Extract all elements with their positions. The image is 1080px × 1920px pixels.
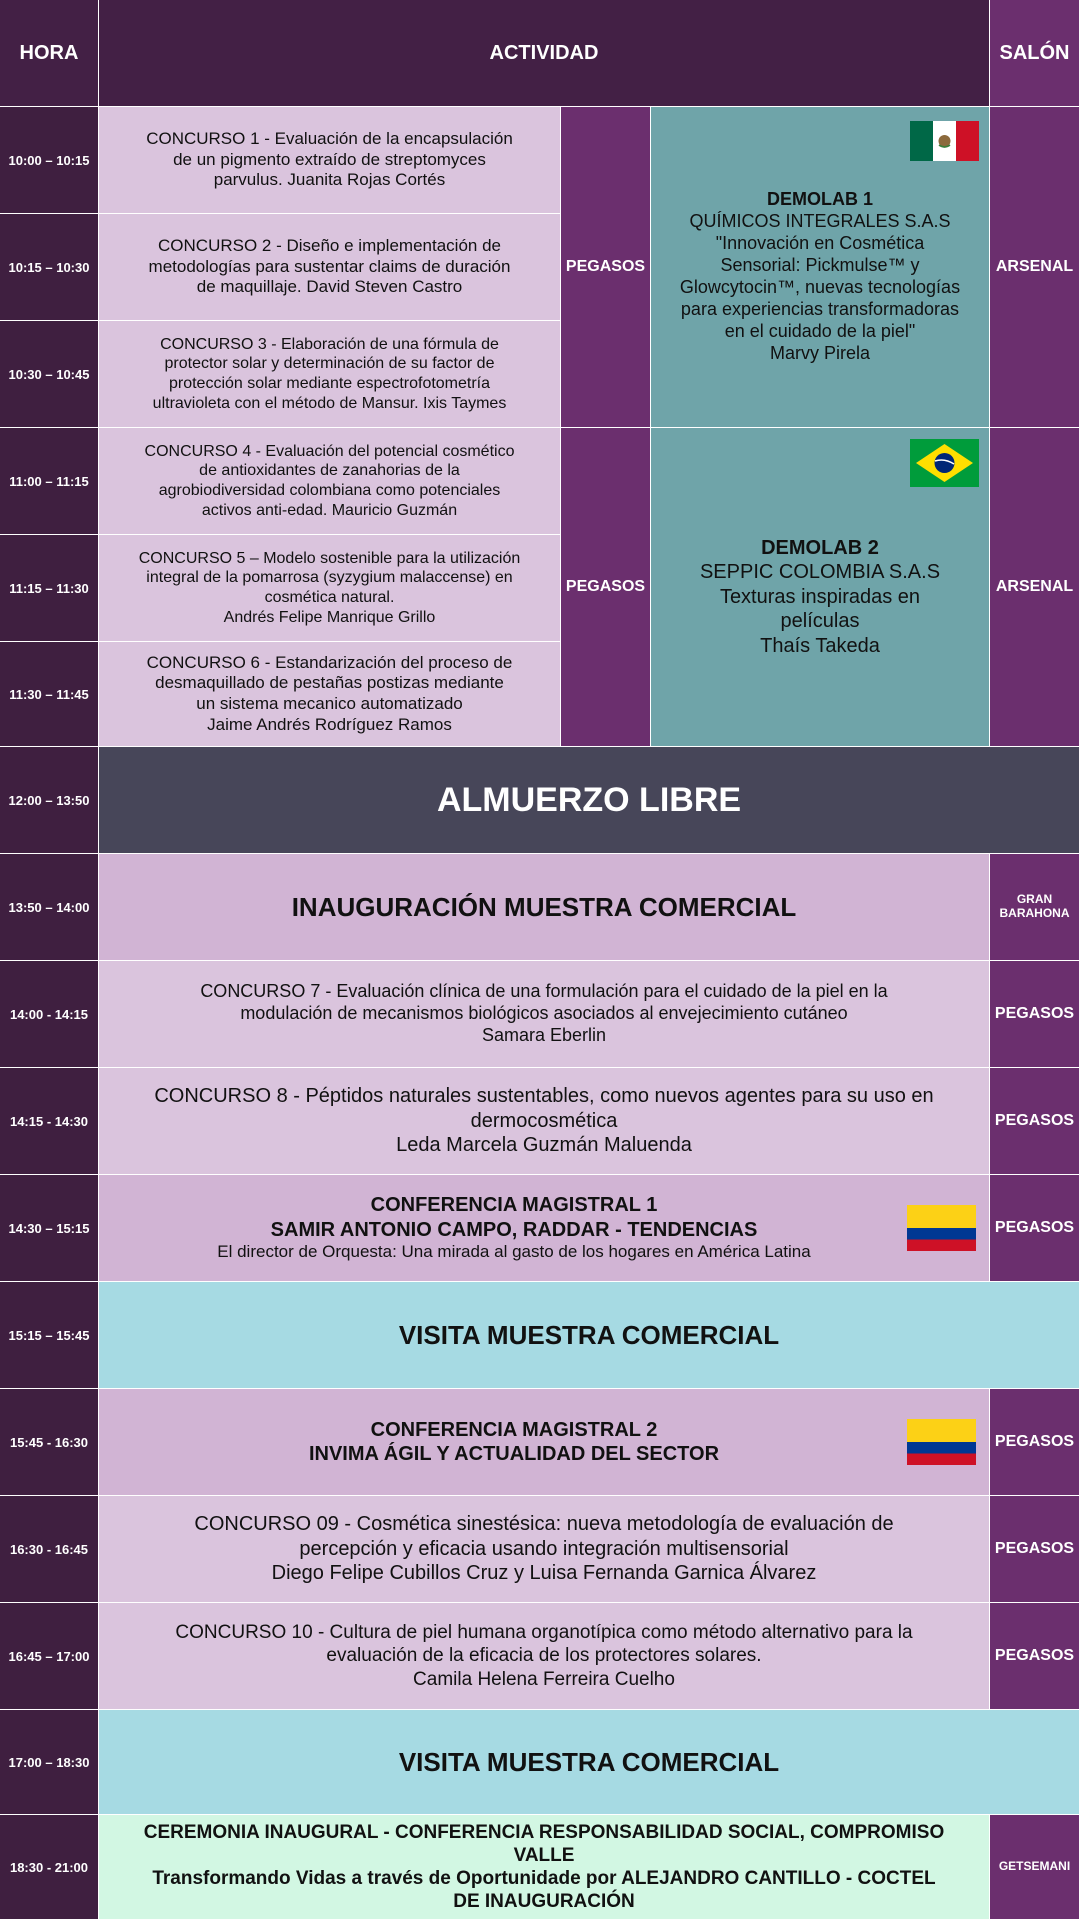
lunch-banner: ALMUERZO LIBRE: [99, 747, 1080, 854]
time-slot: 15:45 - 16:30: [0, 1389, 99, 1496]
salon-pegasos: PEGASOS: [990, 1068, 1080, 1175]
time-slot: 11:00 – 11:15: [0, 428, 99, 535]
colombia-flag-icon: [907, 1419, 976, 1465]
text-line: activos anti-edad. Mauricio Guzmán: [201, 501, 458, 519]
concurso-1: [99, 107, 561, 214]
salon-getsemani: [990, 1815, 1080, 1920]
text-line: un sistema mecanico automatizado: [196, 694, 463, 713]
visit-banner: VISITA MUESTRA COMERCIAL: [99, 1710, 1080, 1815]
text-line: en el cuidado de la piel": [724, 320, 916, 341]
room-pegasos: PEGASOS: [561, 428, 651, 747]
time-slot: 14:30 – 15:15: [0, 1175, 99, 1282]
demolab-title: DEMOLAB 1: [766, 189, 873, 210]
concurso-4: [99, 428, 561, 535]
concurso-10: [99, 1603, 990, 1710]
text-line: VALLE: [513, 1844, 575, 1866]
conference-title: CONFERENCIA MAGISTRAL 1: [370, 1194, 658, 1217]
text-line: de un pigmento extraído de streptomyces: [173, 149, 486, 169]
text-line: CONCURSO 10 - Cultura de piel humana organotípica como método alternativo para la: [175, 1622, 913, 1644]
text-line: protector solar y determinación de su factor de: [164, 355, 495, 373]
text-line: Thaís Takeda: [760, 634, 880, 657]
text-line: agrobiodiversidad colombiana como potenciales: [158, 482, 501, 499]
time-slot: 11:15 – 11:30: [0, 535, 99, 642]
ceremonia-inaugural: [99, 1815, 990, 1920]
salon-arsenal: ARSENAL: [990, 428, 1080, 747]
text-line: CONCURSO 5 – Modelo sostenible para la utilización: [138, 549, 521, 567]
text-line: GRAN: [1016, 892, 1053, 907]
text-line: Texturas inspiradas en: [719, 585, 921, 608]
concurso-9: [99, 1496, 990, 1603]
text-line: CONCURSO 1 - Evaluación de la encapsulación: [146, 128, 513, 148]
brazil-flag-icon: [910, 439, 979, 487]
text-line: Andrés Felipe Manrique Grillo: [223, 608, 436, 626]
text-line: Samara Eberlin: [481, 1024, 607, 1045]
text-line: Sensorial: Pickmulse™ y: [720, 255, 920, 276]
text-line: cosmética natural.: [264, 589, 395, 606]
text-line: DE INAUGURACIÓN: [453, 1891, 635, 1913]
room-pegasos: PEGASOS: [561, 107, 651, 428]
conference-title: CONFERENCIA MAGISTRAL 2: [370, 1418, 658, 1441]
text-line: CONCURSO 8 - Péptidos naturales sustentables, como nuevos agentes para su uso en: [154, 1085, 934, 1108]
time-slot: 15:15 – 15:45: [0, 1282, 99, 1389]
salon-pegasos: PEGASOS: [990, 961, 1080, 1068]
time-slot: 10:00 – 10:15: [0, 107, 99, 214]
text-line: CONCURSO 6 - Estandarización del proceso de: [146, 652, 513, 672]
concurso-8: [99, 1068, 990, 1175]
conference-description: El director de Orquesta: Una mirada al gasto de los hogares en América Latina: [217, 1242, 811, 1262]
concurso-2: [99, 214, 561, 321]
text-line: Jaime Andrés Rodríguez Ramos: [207, 714, 452, 734]
header-salon: SALÓN: [990, 0, 1080, 107]
salon-pegasos: PEGASOS: [990, 1389, 1080, 1496]
text-line: CONCURSO 4 - Evaluación del potencial cosmético: [144, 442, 515, 460]
header-hora: HORA: [0, 0, 99, 107]
text-line: BARAHONA: [999, 906, 1070, 920]
text-line: protección solar mediante espectrofotometría: [168, 375, 491, 392]
time-slot: 12:00 – 13:50: [0, 747, 99, 854]
concurso-3: [99, 321, 561, 428]
time-slot: 14:15 - 14:30: [0, 1068, 99, 1175]
text-line: Leda Marcela Guzmán Maluenda: [396, 1134, 692, 1157]
text-line: CONCURSO 09 - Cosmética sinestésica: nueva metodología de evaluación de: [194, 1513, 894, 1536]
concurso-6: [99, 642, 561, 747]
demolab-2: [651, 428, 990, 747]
demolab-1: [651, 107, 990, 428]
conference-subtitle: SAMIR ANTONIO CAMPO, RADDAR - TENDENCIAS: [270, 1218, 758, 1241]
conference-subtitle: INVIMA ÁGIL Y ACTUALIDAD DEL SECTOR: [308, 1443, 720, 1465]
demolab-title: DEMOLAB 2: [761, 537, 879, 560]
time-slot: 10:15 – 10:30: [0, 214, 99, 321]
time-slot: 10:30 – 10:45: [0, 321, 99, 428]
time-slot: 11:30 – 11:45: [0, 642, 99, 747]
text-line: "Innovación en Cosmética: [715, 233, 925, 254]
text-line: modulación de mecanismos biológicos asociados al envejecimiento cutáneo: [240, 1003, 848, 1024]
salon-pegasos: PEGASOS: [990, 1175, 1080, 1282]
demolab-company: SEPPIC COLOMBIA S.A.S: [699, 561, 941, 584]
time-slot: 14:00 - 14:15: [0, 961, 99, 1068]
conferencia-magistral-2: [99, 1389, 990, 1496]
conferencia-magistral-1: [99, 1175, 990, 1282]
text-line: dermocosmética: [470, 1109, 618, 1132]
text-line: CONCURSO 3 - Elaboración de una fórmula de: [160, 335, 499, 353]
text-line: Glowcytocin™, nuevas tecnologías: [679, 277, 961, 297]
text-line: CONCURSO 2 - Diseño e implementación de: [158, 235, 501, 255]
text-line: integral de la pomarrosa (syzygium malaccense) en: [146, 569, 513, 587]
concurso-5: [99, 535, 561, 642]
salon-label: GETSEMANI: [998, 1859, 1071, 1874]
text-line: percepción y eficacia usando integración multisensorial: [299, 1537, 789, 1560]
text-line: de maquillaje. David Steven Castro: [196, 277, 463, 297]
header-actividad: ACTIVIDAD: [99, 0, 990, 107]
time-slot: 17:00 – 18:30: [0, 1710, 99, 1815]
inauguration-banner: INAUGURACIÓN MUESTRA COMERCIAL: [99, 854, 990, 961]
text-line: CEREMONIA INAUGURAL - CONFERENCIA RESPONSABILIDAD SOCIAL, COMPROMISO: [143, 1821, 945, 1843]
visit-banner: VISITA MUESTRA COMERCIAL: [99, 1282, 1080, 1389]
salon-arsenal: ARSENAL: [990, 107, 1080, 428]
time-slot: 16:30 - 16:45: [0, 1496, 99, 1603]
time-slot: 13:50 – 14:00: [0, 854, 99, 961]
text-line: Diego Felipe Cubillos Cruz y Luisa Fernanda Garnica Álvarez: [271, 1562, 817, 1585]
demolab-company: QUÍMICOS INTEGRALES S.A.S: [689, 211, 951, 232]
text-line: de antioxidantes de zanahorias de la: [199, 462, 460, 480]
text-line: Camila Helena Ferreira Cuelho: [413, 1668, 675, 1690]
text-line: CONCURSO 7 - Evaluación clínica de una formulación para el cuidado de la piel en la: [200, 981, 888, 1002]
mexico-flag-icon: [910, 121, 979, 161]
text-line: para experiencias transformadoras: [680, 298, 960, 319]
text-line: Transformando Vidas a través de Oportunidade por ALEJANDRO CANTILLO - COCTEL: [152, 1868, 936, 1889]
colombia-flag-icon: [907, 1205, 976, 1251]
text-line: desmaquillado de pestañas postizas mediante: [155, 673, 504, 693]
salon-pegasos: PEGASOS: [990, 1496, 1080, 1603]
text-line: Marvy Pirela: [769, 342, 871, 363]
salon-gran-barahona: [990, 854, 1080, 961]
text-line: evaluación de la eficacia de los protectores solares.: [326, 1645, 762, 1667]
text-line: metodologías para sustentar claims de duración: [148, 256, 511, 276]
text-line: películas: [780, 610, 860, 633]
time-slot: 18:30 - 21:00: [0, 1815, 99, 1920]
concurso-7: [99, 961, 990, 1068]
text-line: ultravioleta con el método de Mansur. Ixis Taymes: [152, 394, 507, 412]
time-slot: 16:45 – 17:00: [0, 1603, 99, 1710]
salon-pegasos: PEGASOS: [990, 1603, 1080, 1710]
text-line: parvulus. Juanita Rojas Cortés: [213, 170, 446, 190]
